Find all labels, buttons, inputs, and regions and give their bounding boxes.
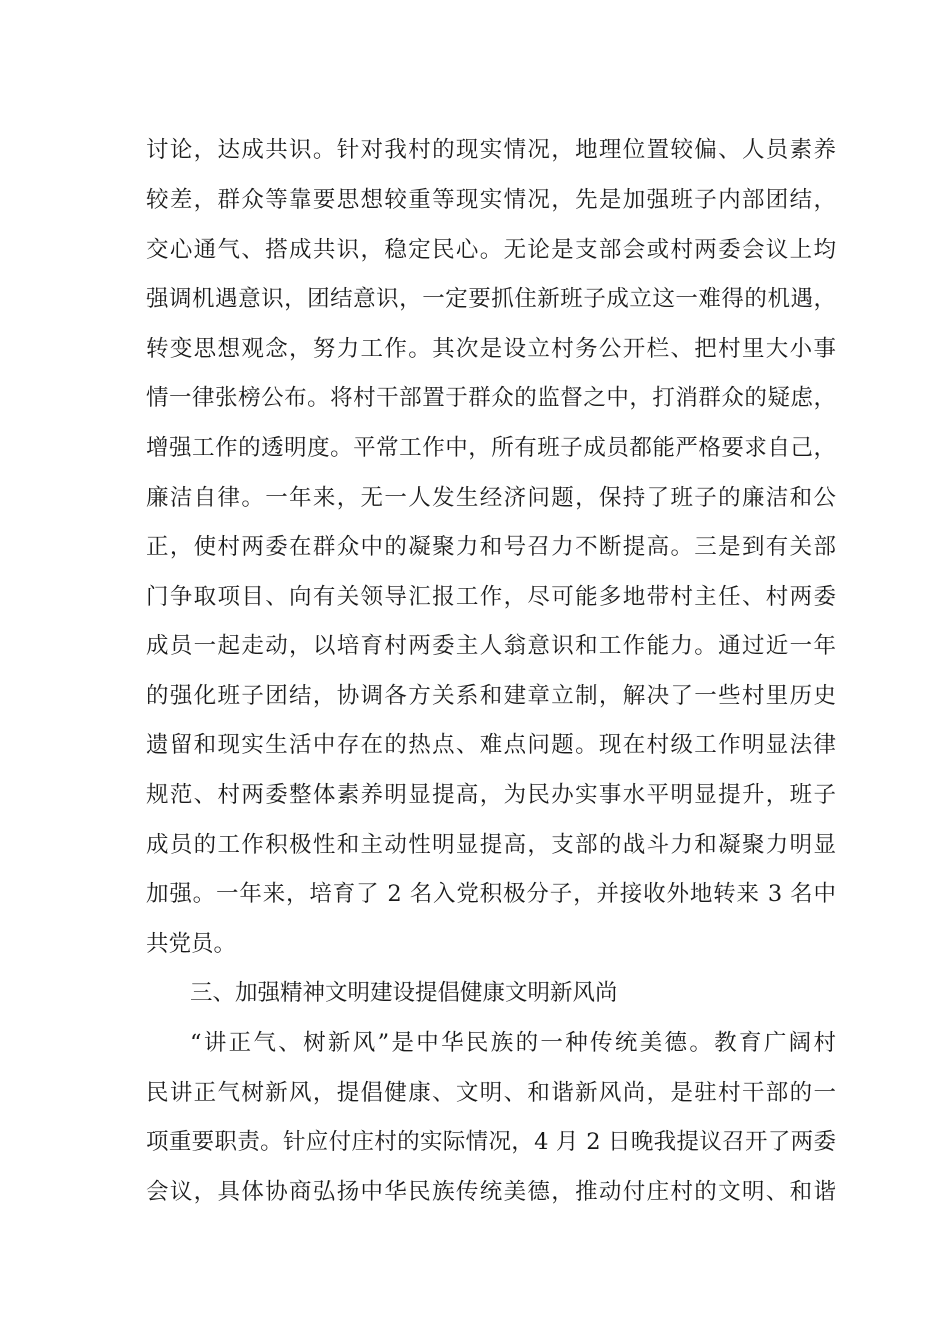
body-text-line: 项重要职责。针应付庄村的实际情况，4 月 2 日晚我提议召开了两委 — [146, 1129, 836, 1155]
body-text-line: 增强工作的透明度。平常工作中，所有班子成员都能严格要求自己， — [146, 435, 836, 461]
body-text-line: 的强化班子团结，协调各方关系和建章立制，解决了一些村里历史 — [146, 683, 836, 709]
body-text-line: 民讲正气树新风，提倡健康、文明、和谐新风尚，是驻村干部的一 — [146, 1080, 836, 1106]
body-text-line: 情一律张榜公布。将村干部置于群众的监督之中，打消群众的疑虑， — [146, 385, 836, 411]
body-text-line: 正，使村两委在群众中的凝聚力和号召力不断提高。三是到有关部 — [146, 534, 836, 560]
section-heading: 三、加强精神文明建设提倡健康文明新风尚 — [190, 980, 618, 1006]
body-text-line: 成员一起走动，以培育村两委主人翁意识和工作能力。通过近一年 — [146, 633, 836, 659]
body-text-line: 门争取项目、向有关领导汇报工作，尽可能多地带村主任、村两委 — [146, 584, 836, 610]
body-text-line: 较差，群众等靠要思想较重等现实情况，先是加强班子内部团结， — [146, 187, 836, 213]
body-text-line: 讨论，达成共识。针对我村的现实情况，地理位置较偏、人员素养 — [146, 137, 836, 163]
body-text-line: 廉洁自律。一年来，无一人发生经济问题，保持了班子的廉洁和公 — [146, 485, 836, 511]
body-text-line: 加强。一年来，培育了 2 名入党积极分子，并接收外地转来 3 名中 — [146, 881, 836, 907]
body-text-line: 规范、村两委整体素养明显提高，为民办实事水平明显提升，班子 — [146, 782, 836, 808]
paragraph-first-line: “讲正气、树新风”是中华民族的一种传统美德。教育广阔村 — [190, 1030, 836, 1056]
body-text-line: 强调机遇意识，团结意识，一定要抓住新班子成立这一难得的机遇， — [146, 286, 836, 312]
body-text-line: 共党员。 — [146, 931, 237, 957]
body-text-line: 会议，具体协商弘扬中华民族传统美德，推动付庄村的文明、和谐 — [146, 1179, 836, 1205]
body-text-line: 成员的工作积极性和主动性明显提高，支部的战斗力和凝聚力明显 — [146, 832, 836, 858]
body-text-line: 遗留和现实生活中存在的热点、难点问题。现在村级工作明显法律 — [146, 732, 836, 758]
body-text-line: 转变思想观念，努力工作。其次是设立村务公开栏、把村里大小事 — [146, 336, 836, 362]
body-text-line: 交心通气、搭成共识，稳定民心。无论是支部会或村两委会议上均 — [146, 237, 836, 263]
